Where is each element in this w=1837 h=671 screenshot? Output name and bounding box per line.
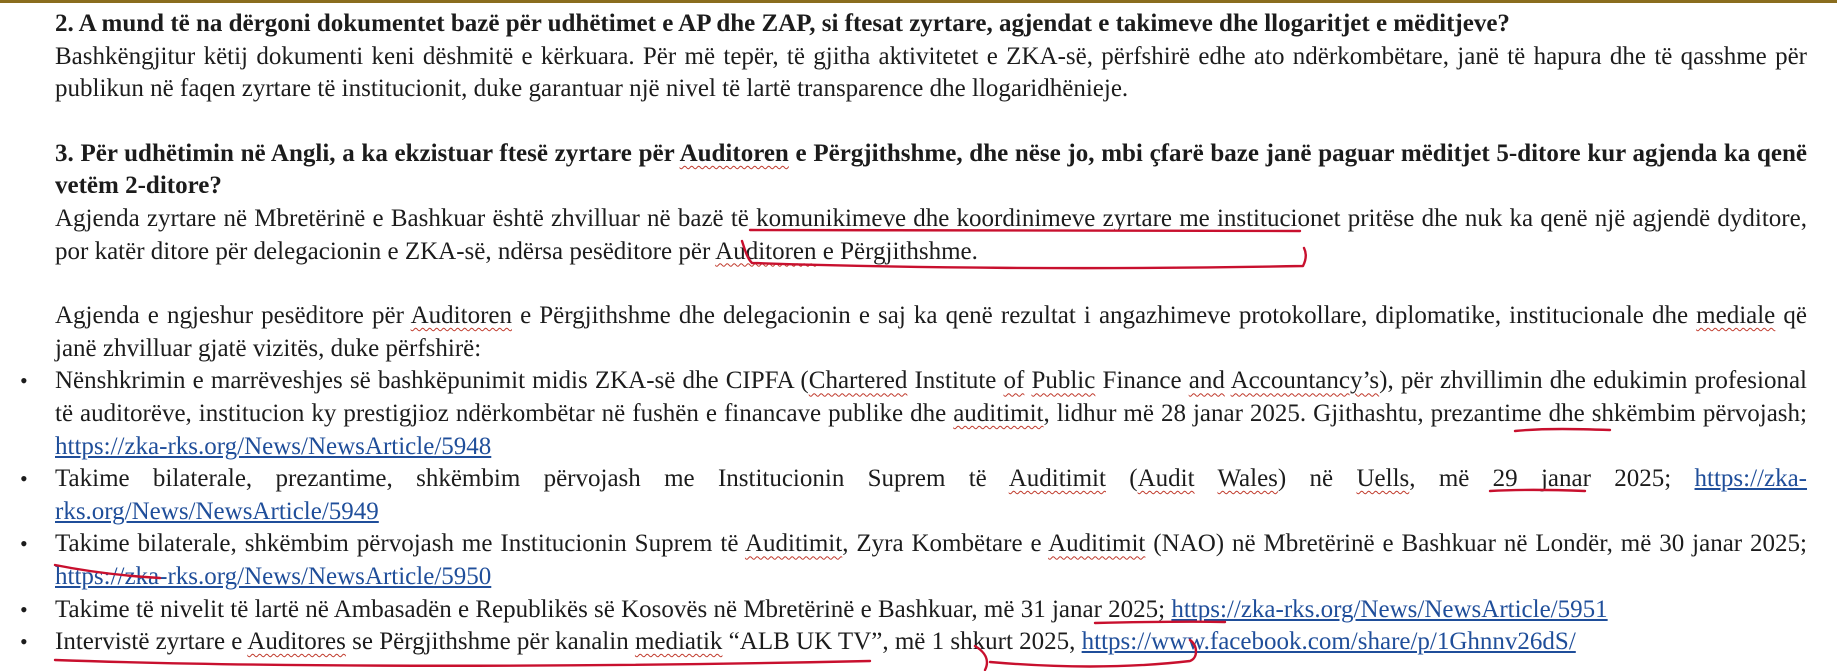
list-item: • Takime bilaterale, prezantime, shkëmbim përvojash me Institucionin Suprem të Auditimit (Audit Wales) në Uells, më 29 janar 2025; https://zka-rks.org/News/NewsArticle/5949 — [20, 465, 1808, 525]
news-link-5951[interactable]: https://zka-rks.org/News/NewsArticle/5951 — [1171, 595, 1608, 623]
document-body — [20, 8, 1808, 659]
question-2-answer: Bashkëngjitur këtij dokumenti keni dëshmitë e kërkuara. Për më tepër, të gjitha aktivitetet e ZKA-së, përfshirë edhe ato ndërkombëtare, janë të hapura dhe të qasshme për publikun në faqen zyrtare të institucionit, duke garantuar një nivel të lartë transparence dhe llogaridhënieje. — [55, 42, 1807, 103]
list-item: • Intervistë zyrtare e Auditores se Përgjithshme për kanalin mediatik “ALB UK TV”, më 1 shkurt 2025, https://www.facebook.com/share/p/1Ghnnv26dS/ — [55, 626, 1807, 659]
bullet-icon: • — [20, 629, 28, 655]
bullet-icon: • — [20, 596, 28, 622]
question-3-answer: Agjenda zyrtare në Mbretërinë e Bashkuar është zhvilluar në bazë të komunikimeve dhe koordinimeve zyrtare me institucionet pritëse dhe nuk ka qenë një agjendë dyditore, por katër ditore për delegacionin e ZKA-së, ndërsa pesëditore për Auditoren e Përgjithshme. — [55, 204, 1807, 265]
ink-swoosh-interviste — [55, 660, 870, 666]
list-item: • Takime bilaterale, shkëmbim përvojash me Institucionin Suprem të Auditimit, Zyra Kombëtare e Auditimit (NAO) në Mbretërinë e Bashkuar në Londër, më 30 janar 2025; https://zka-rks.org/News/NewsArticle/5950 — [20, 530, 1808, 590]
news-link-5949[interactable]: https://zka-rks.org/News/NewsArticle/5949 — [55, 465, 1808, 525]
list-item: • Nënshkrimin e marrëveshjes së bashkëpunimit midis ZKA-së dhe CIPFA (Chartered Institute of Public Finance and Accountancy’s), për zhvillimin dhe edukimin profesional të auditorëve, institucion ky prestigjioz ndërkombëtar në fushën e financave publike dhe auditimit, lidhur më 28 janar 2025. Gjithashtu, prezantime dhe shkëmbim përvojash; https://zka-rks.org/News/NewsArticle/5948 — [20, 367, 1808, 460]
facebook-link[interactable]: https://www.facebook.com/share/p/1Ghnnv26dS/ — [1081, 628, 1576, 656]
bullet-icon: • — [20, 531, 28, 557]
news-link-5948[interactable]: https://zka-rks.org/News/NewsArticle/5948 — [55, 432, 492, 460]
question-3-heading: 3. Për udhëtimin në Angli, a ka ekzistuar ftesë zyrtare për Auditoren e Përgjithshme, dhe nëse jo, mbi çfarë baze janë paguar mëditjet 5-ditore kur agjenda ka qenë vetëm 2-ditore? — [55, 139, 1807, 200]
question-2-heading: 2. A mund të na dërgoni dokumentet bazë për udhëtimet e AP dhe ZAP, si ftesat zyrtare, agjendat e takimeve dhe llogaritjet e mëditjeve? — [55, 10, 1510, 37]
bullet-icon: • — [20, 368, 28, 394]
bullet-icon: • — [20, 466, 28, 492]
news-link-5950[interactable]: https://zka-rks.org/News/NewsArticle/5950 — [55, 562, 492, 590]
agenda-list — [20, 365, 1808, 658]
agenda-intro: Agjenda e ngjeshur pesëditore për Auditoren e Përgjithshme dhe delegacionin e saj ka qenë rezultat i angazhimeve protokollare, diplomatike, institucionale dhe mediale që janë zhvilluar gjatë vizitës, duke përfshirë: — [55, 302, 1807, 362]
list-item: • Takime të nivelit të lartë në Ambasadën e Republikës së Kosovës në Mbretërinë e Bashkuar, më 31 janar 2025; https://zka-rks.org/News/NewsArticle/5951 — [55, 594, 1807, 627]
top-rule — [0, 0, 1837, 3]
